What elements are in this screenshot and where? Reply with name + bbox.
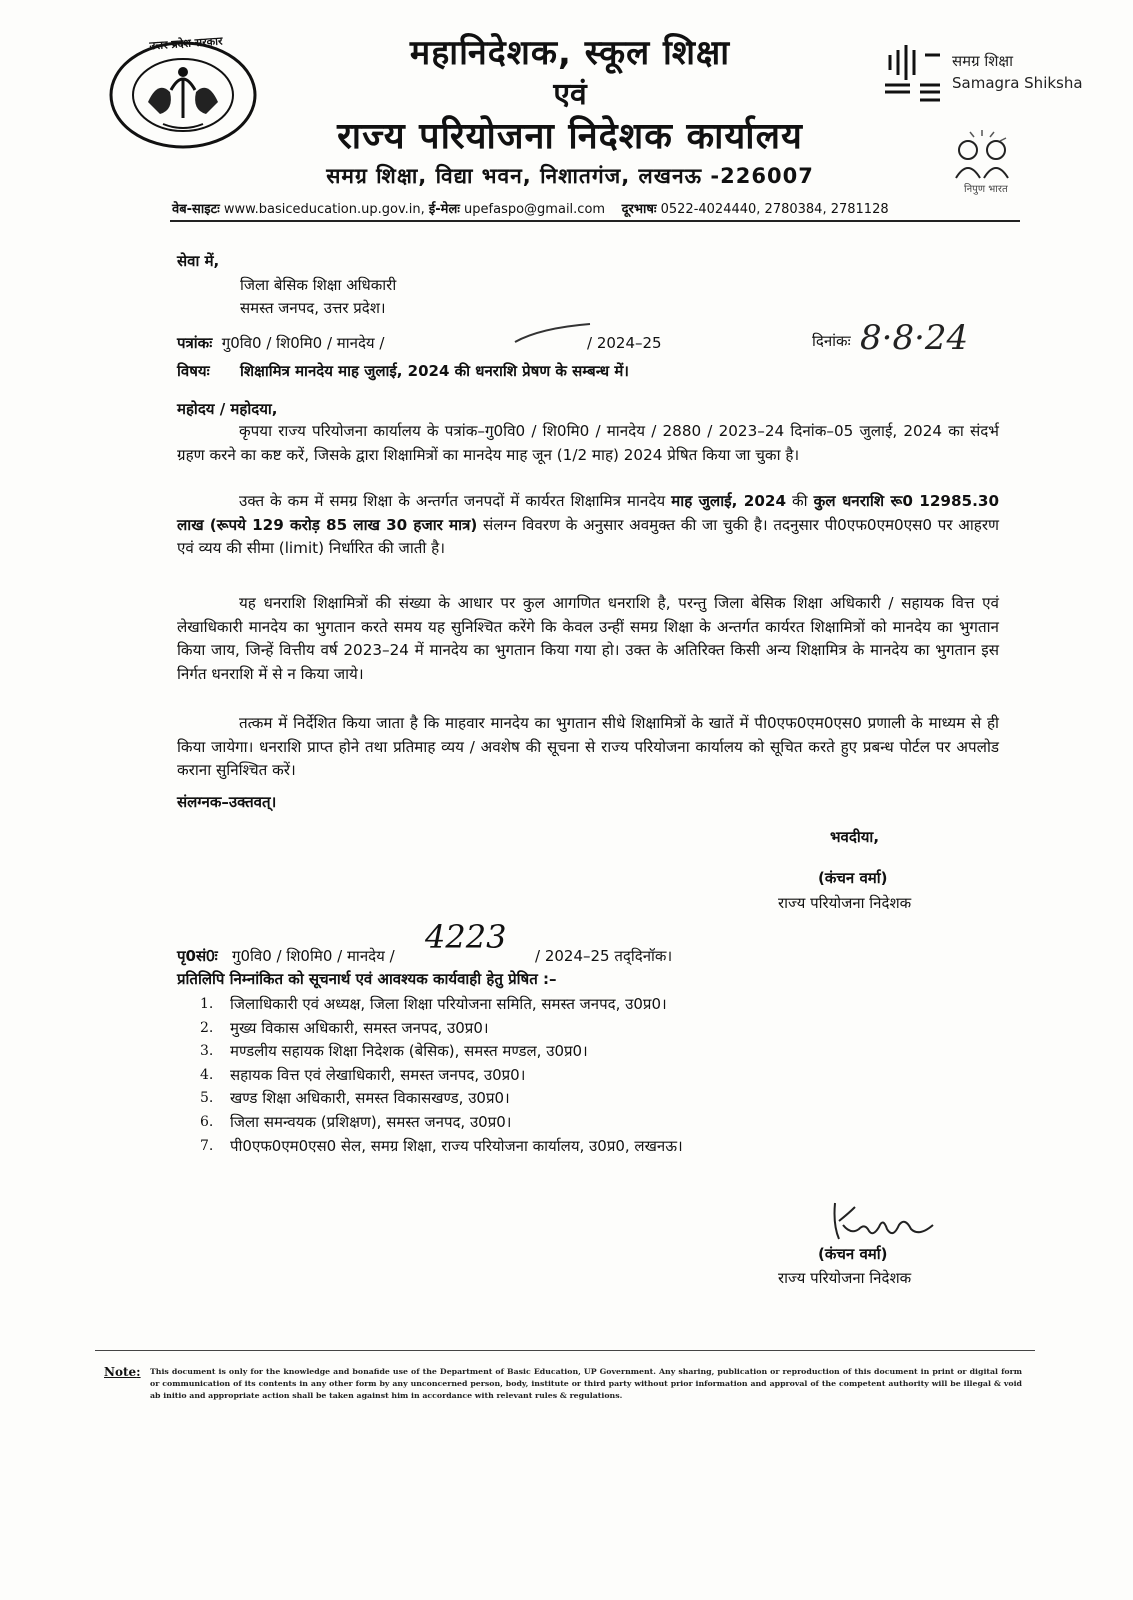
handwritten-dispatch-number: 4223 <box>425 918 507 956</box>
list-item: 5. खण्ड शिक्षा अधिकारी, समस्त विकासखण्ड, उ0प्र0। <box>200 1089 510 1108</box>
signatory-designation: राज्य परियोजना निदेशक <box>778 894 912 912</box>
signatory-name-2: (कंचन वर्मा) <box>818 1245 888 1263</box>
body-paragraph-3: यह धनराशि शिक्षामित्रों की संख्या के आधार पर कुल आगणित धनराशि है, परन्तु जिला बेसिक शिक्षा अधिकारी / सहायक वित्त एवं लेखाधिकारी मानदेय का भुगतान करते समय यह सुनिश्चित करेंगे कि केवल उन्हीं समग्र शिक्षा के अन्तर्गत कार्यरत शिक्षामित्रों को मानदेय का भुगतान किया जाय, जिन्हें वित्तीय वर्ष 2023–24 में मानदेय का भुगतान किया गया हो। उक्त के अतिरिक्त किसी अन्य शिक्षामित्र के मानदेय का भुगतान इस निर्गत धनराशि में से न किया जाये। <box>177 594 999 683</box>
subject-label: विषयः <box>177 362 210 380</box>
endorsement-ref: गु0वि0 / शि0मि0 / मानदेय / <box>232 947 395 965</box>
handwritten-signature <box>815 1195 955 1245</box>
office-title-line2: एवं <box>553 77 587 112</box>
signatory-name: (कंचन वर्मा) <box>818 869 888 887</box>
date-label: दिनांकः <box>812 332 851 350</box>
office-title-line1: महानिदेशक, स्कूल शिक्षा <box>409 33 731 73</box>
up-government-emblem-icon <box>108 40 258 150</box>
addressee-line2: समस्त जनपद, उत्तर प्रदेश। <box>240 299 386 317</box>
list-item: 3. मण्डलीय सहायक शिक्षा निदेशक (बेसिक), समस्त मण्डल, उ0प्र0। <box>200 1042 588 1061</box>
email-link[interactable]: upefaspo@gmail.com <box>464 202 606 217</box>
samagra-hindi: समग्र शिक्षा <box>952 52 1014 70</box>
reference-label: पत्रांकः <box>177 334 213 352</box>
closing-yours: भवदीया, <box>830 828 880 846</box>
addressee-line1: जिला बेसिक शिक्षा अधिकारी <box>240 276 397 294</box>
salutation: महोदय / महोदया, <box>177 400 278 418</box>
list-item: 2. मुख्य विकास अधिकारी, समस्त जनपद, उ0प्र0। <box>200 1018 489 1037</box>
body-paragraph-2 <box>177 490 999 561</box>
p2-amount: कुल धनराशि रू0 12985.30 लाख (रूपये 129 करोड़ 85 लाख 30 हजार मात्र) <box>177 492 1000 534</box>
list-item: 4. सहायक वित्त एवं लेखाधिकारी, समस्त जनपद, उ0प्र0। <box>200 1065 526 1084</box>
enclosure-note: संलग्नक–उक्तवत्। <box>177 793 277 811</box>
phone-numbers: 0522-4024440, 2780384, 2781128 <box>660 202 889 217</box>
contact-line <box>172 199 1017 217</box>
footer-note-label: Note: <box>104 1365 141 1379</box>
website-link[interactable]: www.basiceducation.up.gov.in, <box>223 202 425 217</box>
body-paragraph-4: तत्कम में निर्देशित किया जाता है कि माहवार मानदेय का भुगतान सीधे शिक्षामित्रों के खातें में पी0एफ0एम0एस0 प्रणाली के माध्यम से ही किया जायेगा। धनराशि प्राप्त होने तथा प्रतिमाह व्यय / अवशेष की सूचना से राज्य परियोजना कार्यालय को सूचित करते हुए प्रबन्ध पोर्टल पर अपलोड कराना सुनिश्चित करें। <box>177 714 999 779</box>
email-label: ई-मेलः <box>428 202 460 217</box>
reference-line <box>177 332 384 355</box>
signatory-designation-2: राज्य परियोजना निदेशक <box>778 1269 912 1287</box>
addressee-to: सेवा में, <box>177 252 220 270</box>
list-item: 7. पी0एफ0एम0एस0 सेल, समग्र शिक्षा, राज्य परियोजना कार्यालय, उ0प्र0, लखनऊ। <box>200 1136 683 1155</box>
body-paragraph-1: कृपया राज्य परियोजना कार्यालय के पत्रांक–गु0वि0 / शि0मि0 / मानदेय / 2880 / 2023–24 दिनांक–05 जुलाई, 2024 का संदर्भ ग्रहण करने का कष्ट करें, जिसके द्वारा शिक्षामित्रों का मानदेय माह जून (1/2 माह) 2024 प्रेषित किया जा चुका है। <box>177 422 999 464</box>
footer-note-text: This document is only for the knowledge and bonafide use of the Department of Basic Education, UP Government. Any sharing, publication or reproduction of this document in print or digital form or communication of its contents in any other form by any unconcerned person, body, institute or third party without prior information and approval of the competent authority will be illegal & void ab initio and appropriate action shall be taken against him in accordance with relevant rules & regulations. <box>150 1367 1022 1400</box>
footer-divider <box>95 1350 1035 1351</box>
list-item: 1. जिलाधिकारी एवं अध्यक्ष, जिला शिक्षा परियोजना समिति, समस्त जनपद, उ0प्र0। <box>200 995 667 1013</box>
samagra-english: Samagra Shiksha <box>952 74 1083 92</box>
endorsement-year: / 2024–25 तद्‌दिनॉक। <box>535 947 673 965</box>
p2-part-c: की <box>792 492 808 510</box>
endorsement-label: पृ0सं0ः <box>177 947 218 965</box>
samagra-shiksha-logo-icon <box>880 40 950 110</box>
emblem-text: उत्तर प्रदेश सरकार <box>149 34 223 53</box>
p2-part-a: उक्त के कम में समग्र शिक्षा के अन्तर्गत जनपदों में कार्यरत शिक्षामित्र मानदेय <box>239 492 666 510</box>
office-address: समग्र शिक्षा, विद्या भवन, निशातगंज, लखनऊ -226007 <box>326 164 814 188</box>
p2-part-e: संलग्न विवरण के अनुसार अवमुक्त की जा चुकी है। तदनुसार पी0एफ0एम0एस0 पर आहरण एवं व्यय की सीमा (limit) निर्धारित की जाती है। <box>177 515 1000 557</box>
copy-to-list <box>200 993 900 1158</box>
list-item: 6. जिला समन्वयक (प्रशिक्षण), समस्त जनपद, उ0प्र0। <box>200 1112 512 1131</box>
office-title-line3: राज्य परियोजना निदेशक कार्यालय <box>337 116 803 157</box>
phone-label: दूरभाषः <box>621 202 657 217</box>
copy-to-heading: प्रतिलिपि निम्नांकित को सूचनार्थ एवं आवश्यक कार्यवाही हेतु प्रेषित :– <box>177 970 557 988</box>
subject-text: शिक्षामित्र मानदेय माह जुलाई, 2024 की धनराशि प्रेषण के सम्बन्ध में। <box>240 362 629 380</box>
reference-value: गु0वि0 / शि0मि0 / मानदेय / <box>221 334 385 352</box>
header-divider <box>170 220 1020 222</box>
nipun-bharat-label: निपुण भारत <box>964 184 1008 195</box>
samagra-shiksha-label <box>952 50 1083 94</box>
p2-month: माह जुलाई, 2024 <box>671 492 787 510</box>
handwritten-date: 8·8·24 <box>860 318 969 358</box>
reference-year: / 2024–25 <box>587 334 662 352</box>
website-label: वेब-साइटः <box>172 202 220 217</box>
